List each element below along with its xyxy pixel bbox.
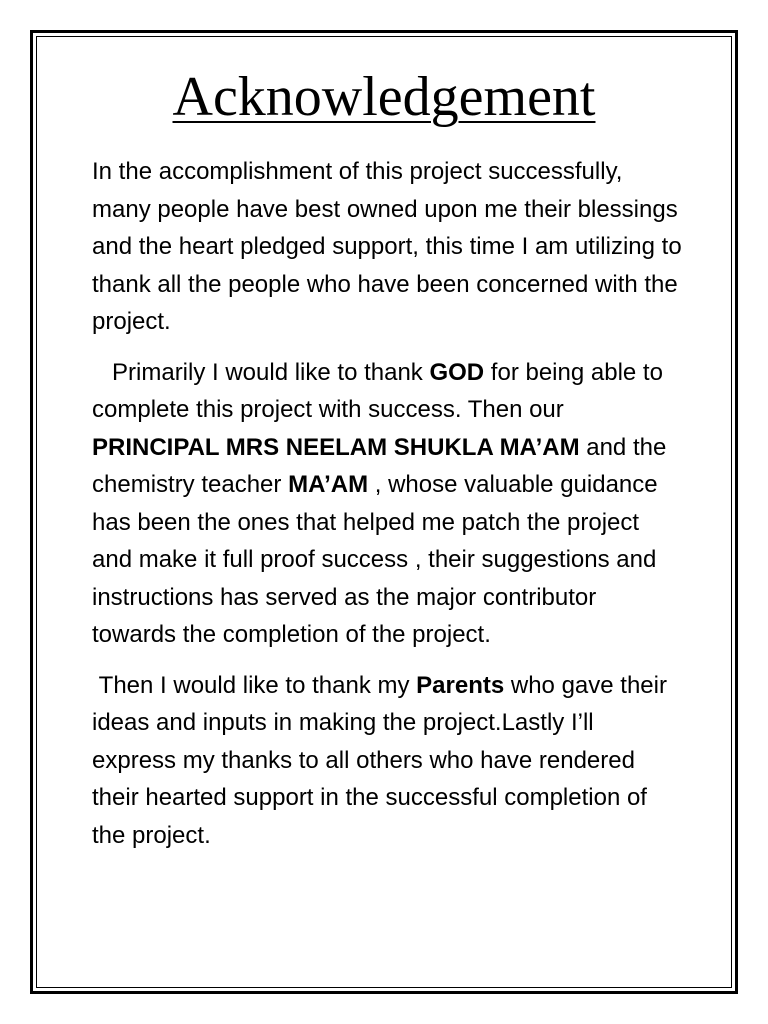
paragraph-2-text-1: Primarily I would like to thank [92,358,430,386]
paragraph-thanks-parents [92,667,682,855]
paragraph-2-text-3: and the chemistry teacher [92,433,673,498]
paragraph-3-text-2: who gave their ideas and inputs in making the project.Lastly I’ll express my thanks to all others who have rendered their hearted support in the successful completion of the project. [92,671,674,849]
paragraph-intro-text: In the accomplishment of this project successfully, many people have best owned upon me their blessings and the heart pledged support, this time I am utilizing to thank all the people who have been concerned with the project. [92,158,682,335]
paragraph-3-text-1: Then I would like to thank my [92,671,417,699]
paragraph-2-text-2: for being able to complete this project with success. Then our [92,358,670,423]
document-body [92,153,682,854]
page-title [37,67,731,129]
paragraph-thanks-principal [92,354,682,654]
paragraph-2-text-4: , whose valuable guidance has been the ones that helped me patch the project and make it full proof success , their suggestions and instructions has served as the major contributor towards the completion of the project. [92,471,665,648]
page-border-inner [36,36,732,988]
page-title-text: Acknowledgement [172,66,596,128]
page-border-outer [30,30,738,994]
bold-principal-name: PRINCIPAL MRS NEELAM SHUKLA MA’AM [92,433,580,461]
bold-teacher: MA’AM [288,471,369,498]
bold-parents: Parents [416,671,505,699]
paragraph-intro [92,153,682,341]
bold-god: GOD [429,358,485,386]
